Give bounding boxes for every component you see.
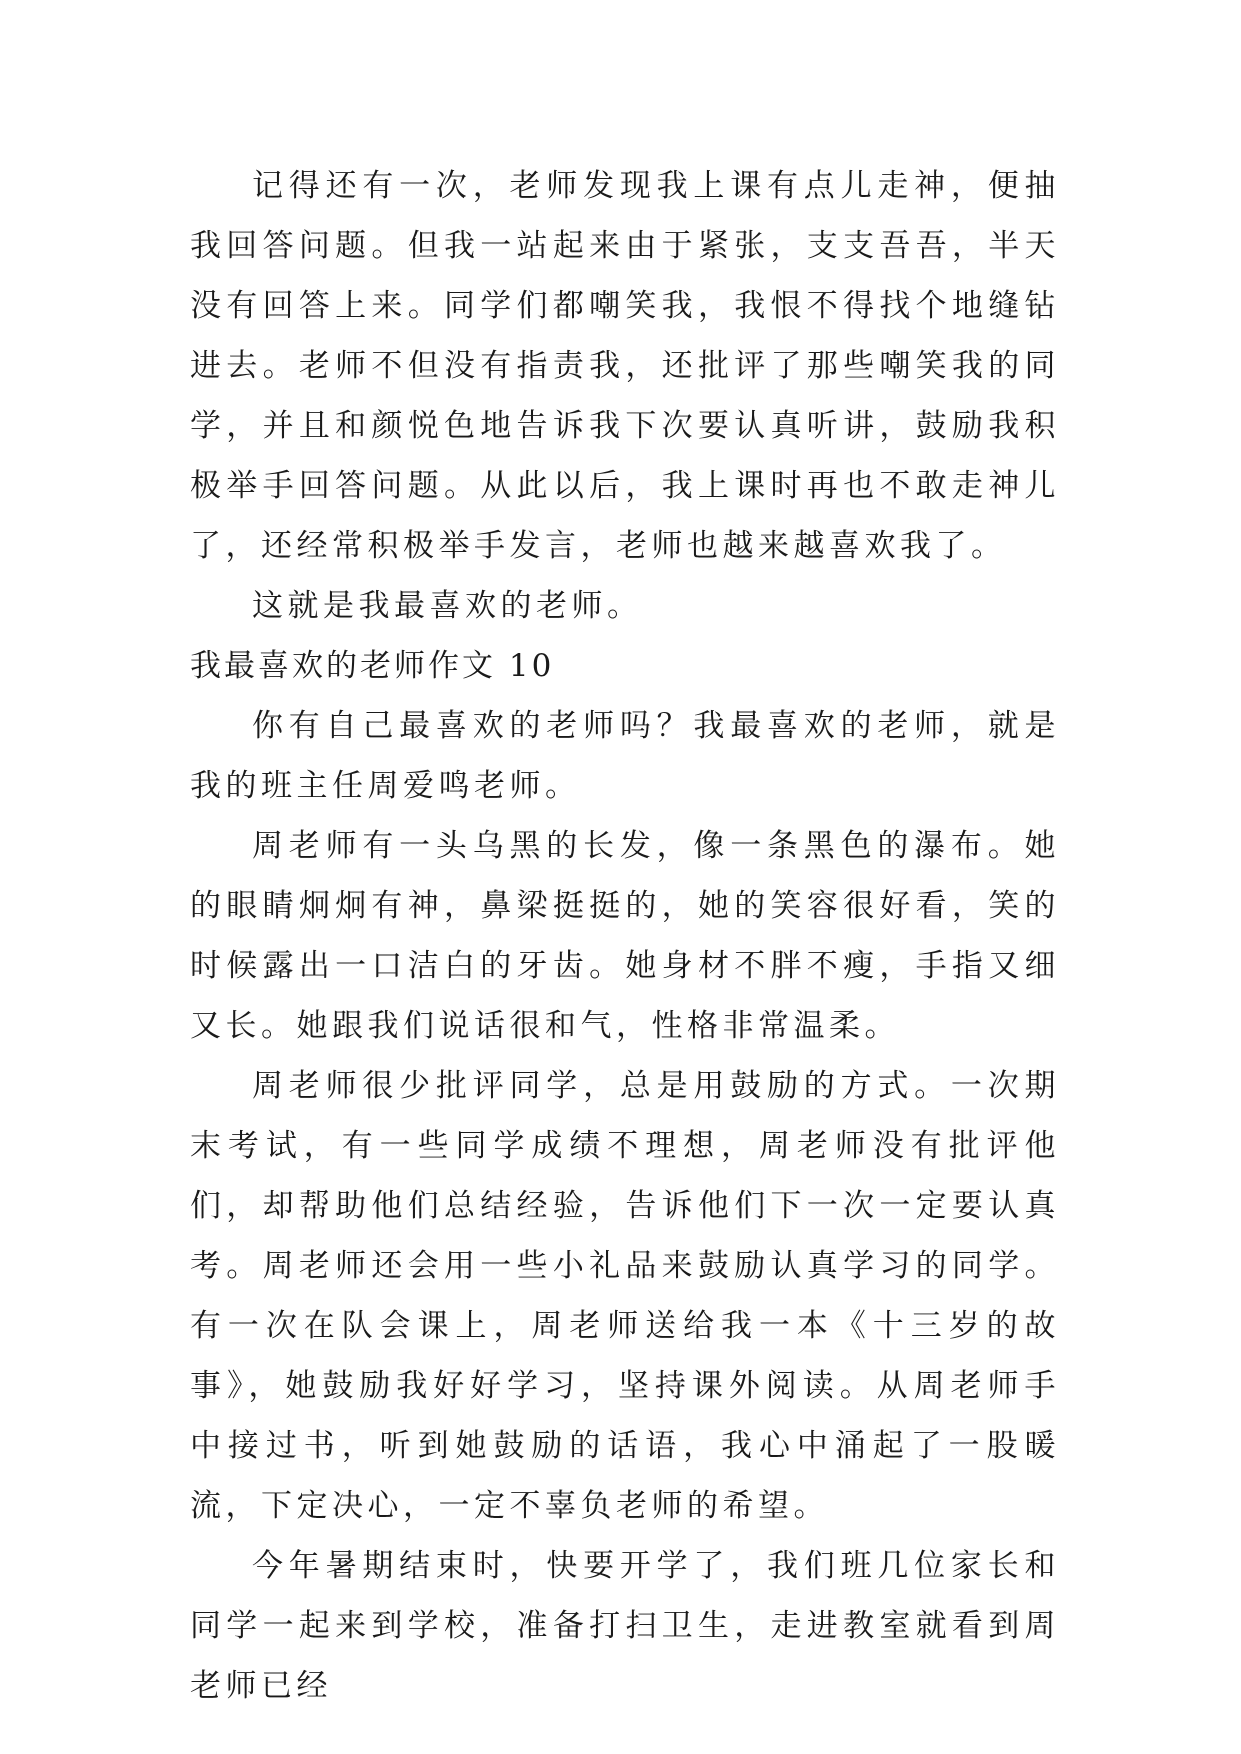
document-body: [190, 156, 1060, 1716]
paragraph-appearance: 周老师有一头乌黑的长发，像一条黑色的瀑布。她的眼睛炯炯有神，鼻梁挺挺的，她的笑容很好看，笑的时候露出一口洁白的牙齿。她身材不胖不瘦，手指又细又长。她跟我们说话很和气，性格非常温柔。: [190, 828, 1060, 1044]
paragraph-absent-minded-story: 记得还有一次，老师发现我上课有点儿走神，便抽我回答问题。但我一站起来由于紧张，支支吾吾，半天没有回答上来。同学们都嘲笑我，我恨不得找个地缝钻进去。老师不但没有指责我，还批评了那些嘲笑我的同学，并且和颜悦色地告诉我下次要认真听讲，鼓励我积极举手回答问题。从此以后，我上课时再也不敢走神儿了，还经常积极举手发言，老师也越来越喜欢我了。: [190, 168, 1060, 564]
paragraph-encouragement: 周老师很少批评同学，总是用鼓励的方式。一次期末考试，有一些同学成绩不理想，周老师没有批评他们，却帮助他们总结经验，告诉他们下一次一定要认真考。周老师还会用一些小礼品来鼓励认真学习的同学。有一次在队会课上，周老师送给我一本《十三岁的故事》，她鼓励我好好学习，坚持课外阅读。从周老师手中接过书，听到她鼓励的话语，我心中涌起了一股暖流，下定决心，一定不辜负老师的希望。: [190, 1068, 1060, 1524]
paragraph-summer: 今年暑期结束时，快要开学了，我们班几位家长和同学一起来到学校，准备打扫卫生，走进教室就看到周老师已经: [190, 1548, 1060, 1704]
essay-heading: 我最喜欢的老师作文 10: [190, 648, 555, 684]
paragraph-conclusion: 这就是我最喜欢的老师。: [252, 588, 643, 624]
paragraph-intro: 你有自己最喜欢的老师吗？我最喜欢的老师，就是我的班主任周爱鸣老师。: [190, 708, 1060, 804]
